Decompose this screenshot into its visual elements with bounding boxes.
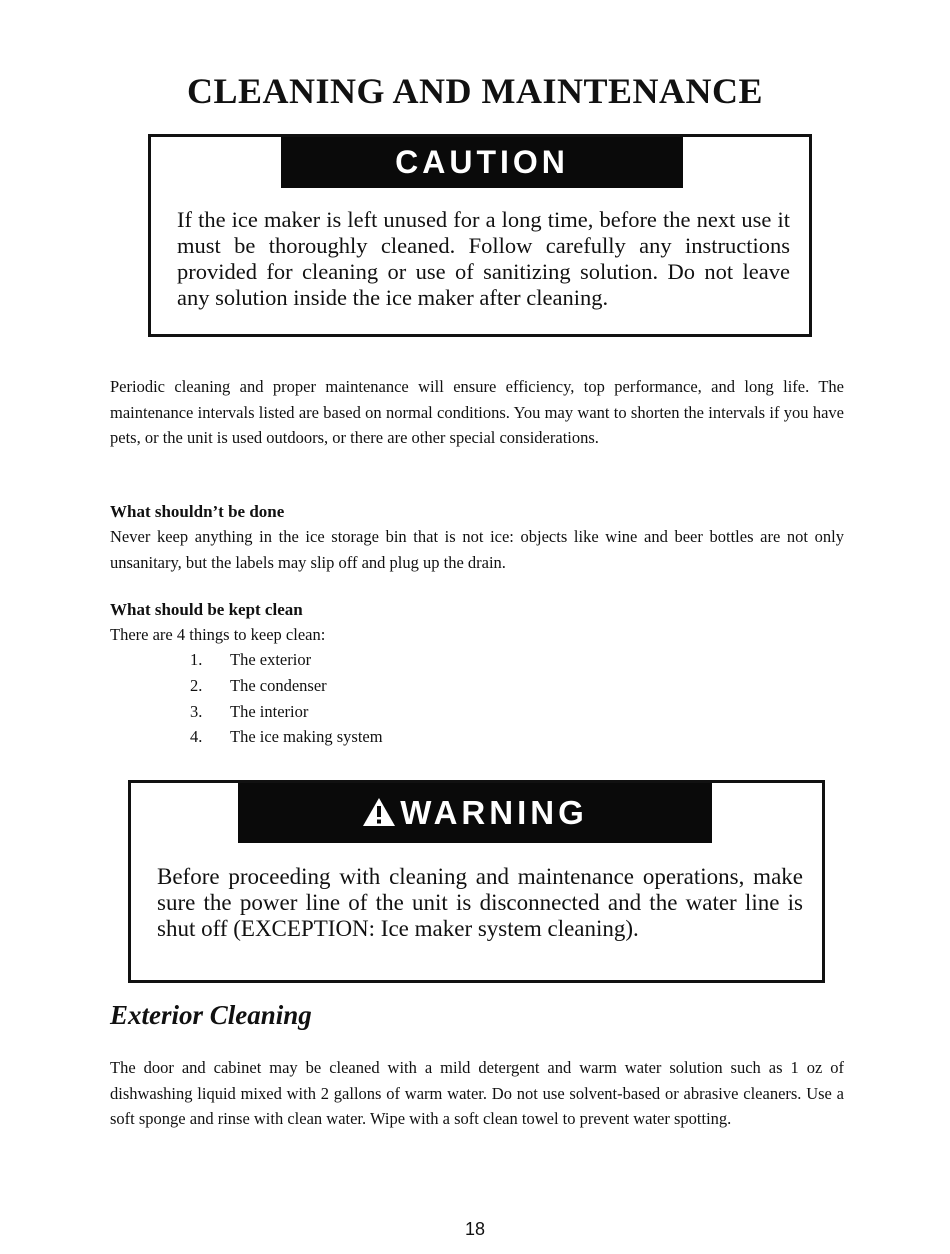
list-item-number: 2.	[190, 675, 203, 695]
shouldnt-paragraph: Never keep anything in the ice storage bin that is not ice: objects like wine and beer bottles are not only unsanitary, but the labels may slip off and plug up the drain.	[110, 527, 844, 572]
caution-banner: CAUTION	[281, 137, 683, 188]
shouldnt-heading: What shouldn’t be done	[110, 502, 285, 521]
kept-clean-list	[190, 647, 383, 750]
list-item-label: The ice making system	[230, 727, 383, 747]
list-item-label: The interior	[230, 701, 309, 721]
kept-clean-heading: What should be kept clean	[110, 600, 303, 619]
list-item-number: 1.	[190, 650, 203, 669]
exterior-cleaning-heading: Exterior Cleaning	[110, 1000, 312, 1030]
list-item	[190, 724, 383, 750]
list-item-number: 4.	[190, 727, 203, 747]
caution-text: If the ice maker is left unused for a long time, before the next use it must be thoroughly cleaned. Follow carefully any instructions provided for cleaning or use of sanitizing solution. Do not leave any solution inside the ice maker after cleaning.	[177, 207, 790, 310]
exterior-cleaning-paragraph: The door and cabinet may be cleaned with a mild detergent and warm water solution such as 1 oz of dishwashing liquid mixed with 2 gallons of warm water. Do not use solvent-based or abrasive cleaners. Use a soft sponge and rinse with clean water. Wipe with a soft clean towel to prevent water spotting.	[110, 1058, 844, 1128]
intro-paragraph: Periodic cleaning and proper maintenance will ensure efficiency, top performance, and long life. The maintenance intervals listed are based on normal conditions. You may want to shorten the intervals if you have pets, or the unit is used outdoors, or there are other special considerations.	[110, 377, 844, 447]
warning-banner	[238, 783, 712, 843]
list-item-number: 3.	[190, 701, 203, 721]
list-item	[190, 699, 383, 725]
list-item-label: The condenser	[230, 675, 327, 695]
list-item	[190, 673, 383, 699]
list-item	[190, 647, 383, 673]
warning-triangle-icon	[362, 797, 396, 827]
warning-label: WARNING	[400, 794, 588, 831]
page-number: 18	[464, 1219, 486, 1239]
kept-clean-intro: There are 4 things to keep clean:	[110, 625, 326, 644]
list-item-label: The exterior	[230, 650, 312, 669]
warning-text: Before proceeding with cleaning and maintenance operations, make sure the power line of the unit is disconnected and the water line is shut off (EXCEPTION: Ice maker system cleaning).	[157, 864, 803, 941]
page-title: CLEANING AND MAINTENANCE	[186, 71, 764, 111]
